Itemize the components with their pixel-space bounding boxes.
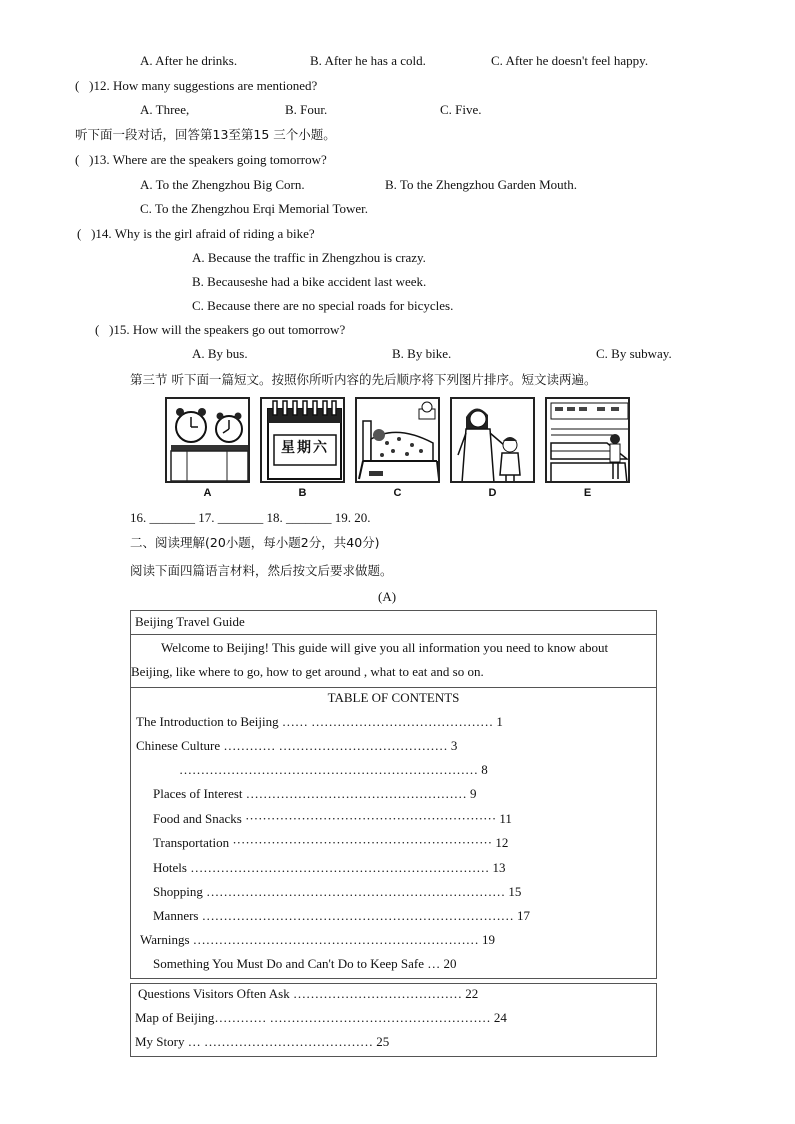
- toc-item: Chinese Culture ………… ………………………………… 3: [136, 738, 458, 753]
- toc-item: The Introduction to Beijing …… …………………………………… 1: [136, 714, 503, 729]
- picture-c-sleeping: [355, 397, 440, 483]
- toc-item: …………………………………………………………… 8: [179, 762, 488, 777]
- part2-instruction: 阅读下面四篇语言材料，然后按文后要求做题。: [130, 563, 393, 578]
- q12-option-c: C. Five.: [440, 102, 482, 117]
- instruction-13-15: 听下面一段对话，回答第13至第15 三个小题。: [75, 127, 336, 142]
- guide-welcome-line1: Welcome to Beijing! This guide will give you all information you need to know about: [161, 640, 609, 655]
- part2-title: 二、阅读理解(20小题，每小题2分，共40分): [130, 535, 380, 550]
- toc-item: Something You Must Do and Can't Do to Keep Safe … 20: [153, 956, 457, 971]
- toc-item: Transportation ···························································· 12: [153, 835, 509, 850]
- picture-label-d: D: [488, 487, 497, 499]
- guide-extra-box: [130, 983, 657, 1057]
- toc-title: TABLE OF CONTENTS: [327, 690, 460, 705]
- picture-e-classroom: [545, 397, 630, 483]
- guide-welcome-line2: Beijing, like where to go, how to get around , what to eat and so on.: [131, 664, 484, 679]
- section3-instruction: 第三节 听下面一篇短文。按照你所听内容的先后顺序将下列图片排序。短文读两遍。: [130, 372, 597, 387]
- q12-text: 12. How many suggestions are mentioned?: [93, 78, 318, 93]
- picture-label-c: C: [393, 487, 402, 499]
- q15-option-c: C. By subway.: [596, 346, 672, 361]
- q12-question: [75, 78, 317, 94]
- q11-option-c: C. After he doesn't feel happy.: [491, 53, 649, 68]
- picture-label-e: E: [583, 487, 592, 499]
- q13-option-b: B. To the Zhengzhou Garden Mouth.: [385, 177, 578, 192]
- q15-option-b: B. By bike.: [392, 346, 452, 361]
- q14-question: ( )14. Why is the girl afraid of riding a bike?: [77, 226, 315, 241]
- toc-item: Manners ……………………………………………………………… 17: [153, 908, 530, 923]
- passage-label: (A): [378, 589, 397, 604]
- extra-item: Questions Visitors Often Ask ………………………………… 22: [138, 986, 479, 1001]
- picture-a-clocks: [165, 397, 250, 483]
- picture-strip: [165, 397, 633, 501]
- q12-open-paren: (: [75, 78, 80, 93]
- q12-option-b: B. Four.: [285, 102, 328, 117]
- q15-question: ( )15. How will the speakers go out tomorrow?: [95, 322, 346, 337]
- q11-option-b: B. After he has a cold.: [310, 53, 426, 68]
- toc-item: Food and Snacks ·························································· 11: [153, 811, 512, 826]
- calendar-text: 星期六: [281, 440, 329, 456]
- picture-label-a: A: [203, 487, 212, 499]
- q14-option-a: A. Because the traffic in Zhengzhou is crazy.: [192, 250, 426, 265]
- answer-blanks: 16. _______ 17. _______ 18. _______ 19. 20.: [130, 510, 371, 525]
- picture-d-mother-child: [450, 397, 535, 483]
- guide-title: Beijing Travel Guide: [135, 614, 245, 629]
- extra-item: My Story … ………………………………… 25: [135, 1034, 390, 1049]
- q14-option-c: C. Because there are no special roads for bicycles.: [192, 298, 454, 313]
- picture-label-b: B: [298, 487, 307, 499]
- q15-option-a: A. By bus.: [192, 346, 248, 361]
- toc-item: Warnings ………………………………………………………… 19: [140, 932, 495, 947]
- q13-option-c: C. To the Zhengzhou Erqi Memorial Tower.: [140, 201, 369, 216]
- q14-option-b: B. Becauseshe had a bike accident last week.: [192, 274, 427, 289]
- q15-text: )15. How will the speakers go out tomorrow?: [109, 322, 346, 337]
- q13-question: ( )13. Where are the speakers going tomorrow?: [75, 152, 327, 167]
- q14-text: )14. Why is the girl afraid of riding a bike?: [91, 226, 315, 241]
- travel-guide-box: [130, 610, 657, 979]
- toc-item: Places of Interest …………………………………………… 9: [153, 786, 477, 801]
- q12-close-paren: ): [89, 78, 94, 93]
- q11-option-a: A. After he drinks.: [140, 53, 238, 68]
- toc-item: Hotels …………………………………………………………… 13: [153, 860, 506, 875]
- q12-option-a: A. Three,: [140, 102, 190, 117]
- q13-option-a: A. To the Zhengzhou Big Corn.: [140, 177, 305, 192]
- toc-item: Shopping …………………………………………………………… 15: [153, 884, 522, 899]
- picture-b-calendar: [260, 397, 345, 483]
- q13-text: )13. Where are the speakers going tomorrow?: [89, 152, 327, 167]
- extra-item: Map of Beijing………… …………………………………………… 24: [135, 1010, 507, 1025]
